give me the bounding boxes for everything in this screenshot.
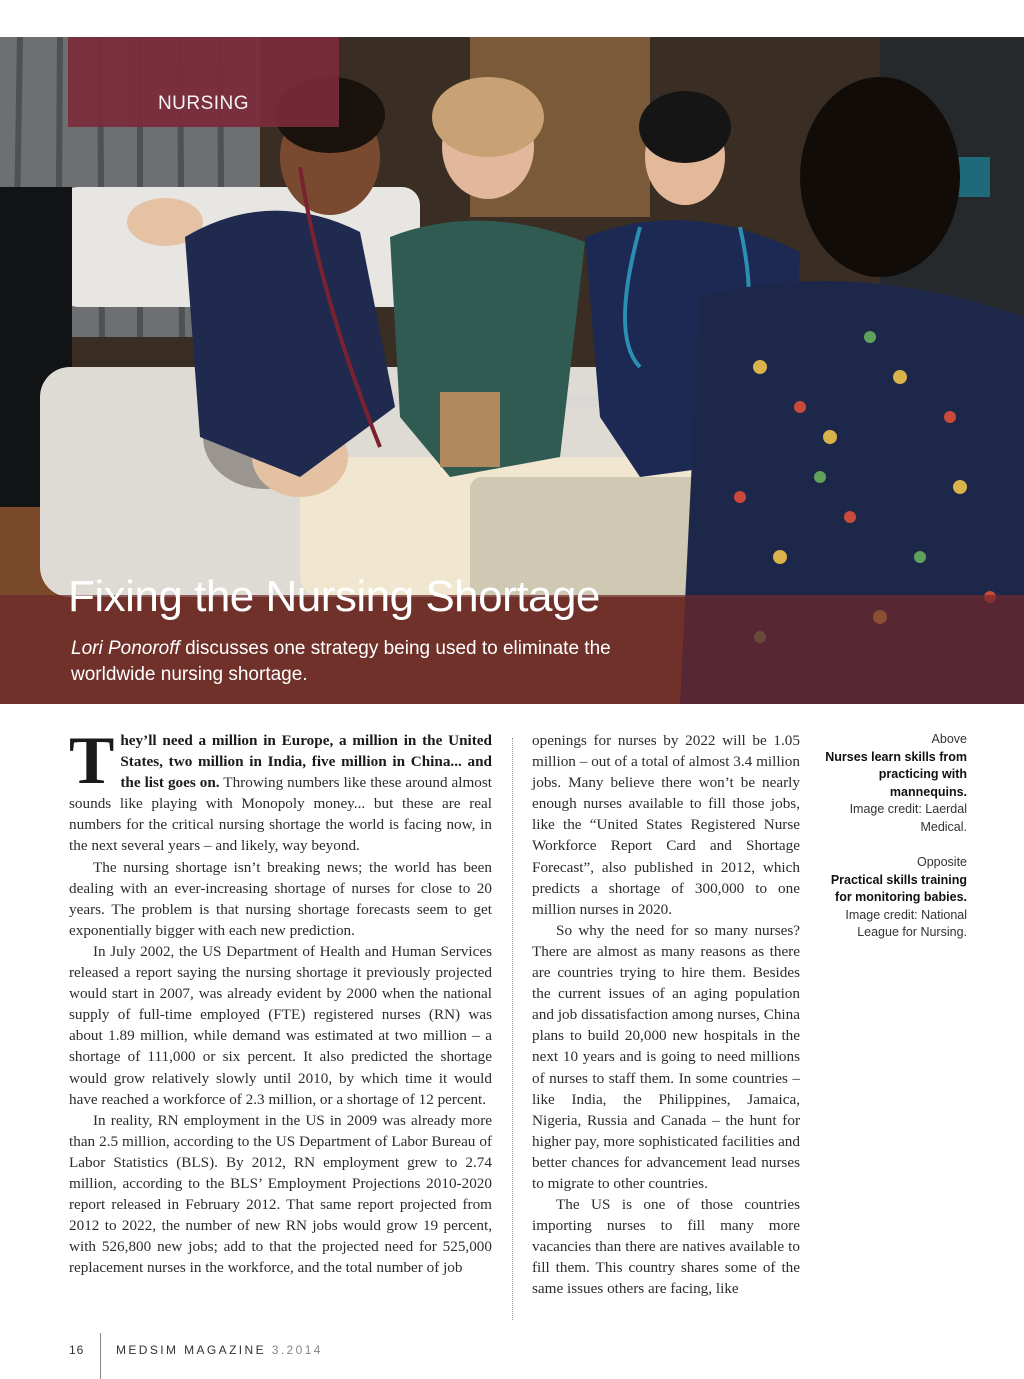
caption-above	[820, 731, 967, 837]
paragraph-7: The US is one of those countries importing nurses to fill many more vacancies than there are natives available to fill them. This country shares some of the same issues others are facing, like	[532, 1196, 800, 1298]
paragraph-1-rest: Throwing numbers like these around almost sounds like playing with Monopoly money... but these are real numbers for the critical nursing shortage the world is facing now, in the next several years – and likely, way beyond.	[69, 774, 493, 855]
paragraph-3: In July 2002, the US Department of Health and Human Services released a report saying the nursing shortage it previously projected would start in 2007, was already evident by 2000 when the national supply of full-time employed (FTE) registered nurses (RN) was about 1.89 million, while demand was estimated at two million – a shortage of 111,000 or six percent. It also predicted the shortage would grow relatively slowly until 2010, by which time it would have reached a workforce of 2.3 million, or a shortage of 12 percent.	[69, 942, 492, 1108]
paragraph-5: openings for nurses by 2022 will be 1.05 million – out of a total of almost 3.4 million jobs. Many believe there won’t be nearly enough nurses available to fill those jobs, like the “United States Registered Nurse Workforce Report Card and Shortage Forecast”, also published in 2012, which predicts a shortage of 300,000 to one million nurses in 2020.	[532, 732, 800, 918]
article-column-2	[532, 730, 800, 1300]
paragraph-2: The nursing shortage isn’t breaking news; the world has been dealing with an ever-increasing shortage of nurses for close to 20 years. The problem is that nursing shortage forecasts seem to get exponentially bigger with each new prediction.	[69, 858, 492, 939]
article-subtitle	[71, 636, 631, 688]
author-name: Lori Ponoroff	[71, 638, 180, 659]
paragraph-6: So why the need for so many nurses? There are almost as many reasons as there are countries trying to hire them. Besides the current issues of an aging population and job dissatisfaction among nurses, China plans to build 20,000 new hospitals in the next 10 years and is going to need millions of nurses to staff them. In some countries – like India, the Philippines, Jamaica, Nigeria, Russia and Canada – the hunt for higher pay, more sophisticated facilities and better chances for advancement lead nurses to migrate to other countries.	[532, 921, 800, 1192]
paragraph-1	[69, 722, 493, 857]
subtitle-text: discusses one strategy being used to eliminate the worldwide nursing shortage.	[71, 638, 611, 685]
caption-opposite	[820, 854, 967, 942]
caption-heading: Practical skills training for monitoring babies.	[830, 872, 967, 905]
magazine-footer	[116, 1343, 323, 1357]
section-label: NURSING	[157, 93, 250, 114]
caption-label: Above	[931, 732, 967, 746]
column-divider	[512, 738, 513, 1320]
lead-in: hey’ll need a million in Europe, a million in the United States, two million in India, five million in China... and the list goes on.	[120, 732, 492, 792]
article-title: Fixing the Nursing Shortage	[68, 572, 600, 621]
caption-label: Opposite	[916, 855, 967, 869]
footer-rule	[100, 1333, 101, 1379]
article-column-1	[69, 722, 493, 1278]
section-tab	[68, 37, 339, 127]
drop-cap: T	[69, 722, 115, 798]
page-number: 16	[69, 1343, 85, 1357]
caption-credit: Image credit: National League for Nursing.	[845, 907, 967, 940]
paragraph-4: In reality, RN employment in the US in 2009 was already more than 2.5 million, according to the US Department of Labor Bureau of Labor Statistics (BLS). By 2012, RN employment grew to 2.74 million, according to the BLS’ Employment Projections 2010-2020 report released in February 2012. That same report projected from 2012 to 2022, the number of new RN jobs would grow 19 percent, with 526,800 new jobs; add to that the projected need for 525,000 replacement nurses in the workforce, and the total number of job	[69, 1111, 492, 1277]
caption-credit: Image credit: Laerdal Medical.	[849, 802, 967, 834]
magazine-name: MEDSIM MAGAZINE	[116, 1343, 267, 1357]
caption-heading: Nurses learn skills from practicing with mannequins.	[825, 749, 967, 799]
issue-number: 3.2014	[271, 1343, 323, 1357]
